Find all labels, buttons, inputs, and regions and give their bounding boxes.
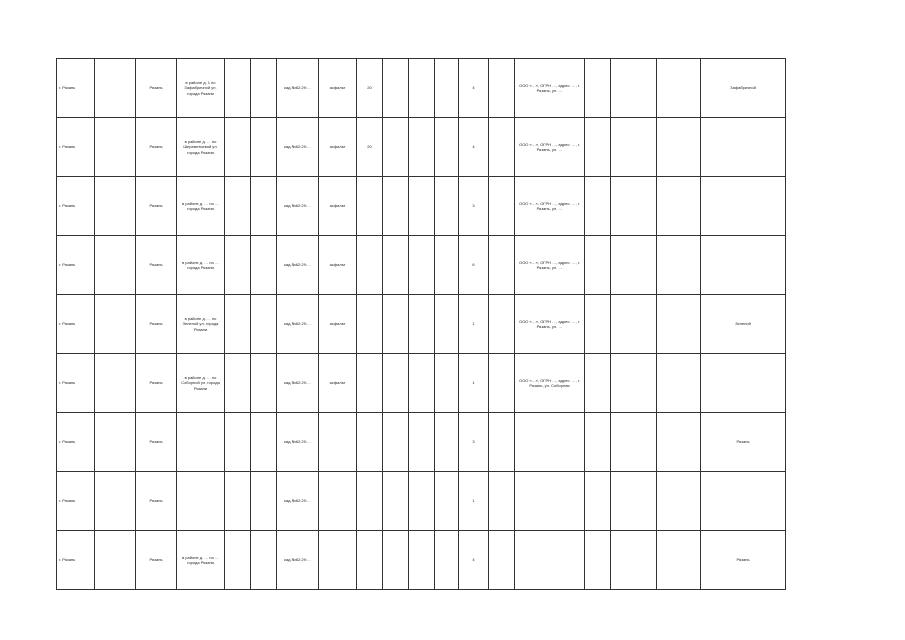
table-row — [57, 472, 786, 531]
table-cell-c4: в районе д. … по Зеленой ул. города Рязани — [177, 295, 225, 354]
table-cell-c12 — [435, 59, 459, 118]
table-cell-c16 — [585, 413, 611, 472]
table-cell-c5 — [225, 236, 251, 295]
table-cell-c8 — [319, 472, 357, 531]
table-cell-c11 — [409, 236, 435, 295]
table-cell-c2 — [95, 59, 136, 118]
table-cell-c9 — [357, 295, 383, 354]
table-cell-c6 — [251, 177, 277, 236]
table-cell-c8 — [319, 531, 357, 590]
table-cell-c13: 1 — [459, 295, 489, 354]
table-cell-c18 — [657, 413, 701, 472]
table-cell-c8: асфальт — [319, 295, 357, 354]
table-cell-c4: в районе д. … по Соборной ул. города Рязани — [177, 354, 225, 413]
table-cell-c4: в районе д. … по … города Рязани — [177, 531, 225, 590]
table-cell-c2 — [95, 531, 136, 590]
table-cell-c3: Рязань — [136, 413, 177, 472]
table-cell-c13: 3 — [459, 177, 489, 236]
table-cell-c13: 3 — [459, 413, 489, 472]
register-body — [57, 59, 786, 590]
table-cell-c4: в районе д. … по … города Рязани — [177, 177, 225, 236]
table-cell-c3: Рязань — [136, 118, 177, 177]
table-cell-c11 — [409, 118, 435, 177]
table-cell-c5 — [225, 472, 251, 531]
table-cell-c10 — [383, 472, 409, 531]
table-cell-c14 — [489, 177, 515, 236]
table-cell-c11 — [409, 413, 435, 472]
table-cell-c16 — [585, 236, 611, 295]
table-cell-c1: г. Рязань — [57, 531, 95, 590]
table-cell-c18 — [657, 118, 701, 177]
table-cell-c7: кад.№62:29:… — [277, 413, 319, 472]
table-cell-c6 — [251, 295, 277, 354]
table-cell-c13: 4 — [459, 118, 489, 177]
table-cell-c19 — [701, 118, 786, 177]
table-cell-c16 — [585, 354, 611, 413]
table-cell-c13: 6 — [459, 236, 489, 295]
table-cell-c10 — [383, 354, 409, 413]
table-row — [57, 413, 786, 472]
table-cell-c14 — [489, 413, 515, 472]
table-cell-c4: в районе д. … по Шереметьевой ул. города Рязани — [177, 118, 225, 177]
table-cell-c19: Зафабричной — [701, 59, 786, 118]
table-cell-c12 — [435, 531, 459, 590]
table-cell-c18 — [657, 354, 701, 413]
table-cell-c9 — [357, 177, 383, 236]
table-cell-c14 — [489, 531, 515, 590]
table-cell-c8: асфальт — [319, 177, 357, 236]
table-cell-c14 — [489, 59, 515, 118]
table-cell-c5 — [225, 413, 251, 472]
table-cell-c6 — [251, 531, 277, 590]
table-cell-c6 — [251, 118, 277, 177]
table-cell-c13: 4 — [459, 531, 489, 590]
table-cell-c9 — [357, 354, 383, 413]
register-table — [56, 58, 786, 590]
table-cell-c5 — [225, 118, 251, 177]
table-cell-c3: Рязань — [136, 354, 177, 413]
table-cell-c2 — [95, 472, 136, 531]
table-cell-c14 — [489, 295, 515, 354]
table-cell-c15: ООО «…», ОГРН …, адрес: …, г. Рязань, ул. … — [515, 236, 585, 295]
table-cell-c13: 1 — [459, 354, 489, 413]
table-cell-c14 — [489, 236, 515, 295]
table-row — [57, 177, 786, 236]
table-cell-c1: г. Рязань — [57, 354, 95, 413]
table-cell-c6 — [251, 354, 277, 413]
table-cell-c8: асфальт — [319, 118, 357, 177]
table-cell-c3: Рязань — [136, 531, 177, 590]
table-cell-c7: кад.№62:29:… — [277, 531, 319, 590]
table-cell-c10 — [383, 413, 409, 472]
table-cell-c8: асфальт — [319, 236, 357, 295]
table-cell-c15: ООО «…», ОГРН …, адрес: …, г. Рязань, ул. Соборная — [515, 354, 585, 413]
table-cell-c1: г. Рязань — [57, 295, 95, 354]
table-cell-c12 — [435, 118, 459, 177]
table-cell-c7: кад.№62:29:… — [277, 354, 319, 413]
table-cell-c8 — [319, 413, 357, 472]
table-cell-c17 — [611, 472, 657, 531]
table-cell-c14 — [489, 472, 515, 531]
table-cell-c17 — [611, 59, 657, 118]
table-cell-c19 — [701, 354, 786, 413]
table-cell-c3: Рязань — [136, 59, 177, 118]
table-cell-c8: асфальт — [319, 354, 357, 413]
table-cell-c12 — [435, 236, 459, 295]
table-cell-c15 — [515, 472, 585, 531]
table-cell-c17 — [611, 531, 657, 590]
table-cell-c15: ООО «…», ОГРН …, адрес: …, г. Рязань, ул. … — [515, 118, 585, 177]
table-cell-c7: кад.№62:29:… — [277, 59, 319, 118]
table-row — [57, 531, 786, 590]
table-row — [57, 295, 786, 354]
table-cell-c3: Рязань — [136, 177, 177, 236]
table-cell-c11 — [409, 531, 435, 590]
table-cell-c5 — [225, 177, 251, 236]
table-cell-c9: 20 — [357, 118, 383, 177]
table-cell-c19: Рязань — [701, 531, 786, 590]
table-cell-c16 — [585, 531, 611, 590]
table-cell-c5 — [225, 59, 251, 118]
table-cell-c10 — [383, 59, 409, 118]
table-cell-c4: в районе д. 1 по Зафабричной ул. города Рязани — [177, 59, 225, 118]
table-cell-c10 — [383, 531, 409, 590]
table-cell-c1: г. Рязань — [57, 236, 95, 295]
table-cell-c16 — [585, 118, 611, 177]
table-cell-c1: г. Рязань — [57, 413, 95, 472]
table-cell-c13: 1 — [459, 472, 489, 531]
table-cell-c9 — [357, 236, 383, 295]
table-cell-c6 — [251, 236, 277, 295]
table-cell-c3: Рязань — [136, 236, 177, 295]
table-cell-c19: Рязань — [701, 413, 786, 472]
table-cell-c18 — [657, 295, 701, 354]
table-cell-c15: ООО «…», ОГРН …, адрес: …, г. Рязань, ул. … — [515, 295, 585, 354]
table-cell-c4 — [177, 413, 225, 472]
table-cell-c3: Рязань — [136, 472, 177, 531]
table-cell-c11 — [409, 177, 435, 236]
table-cell-c2 — [95, 177, 136, 236]
table-cell-c10 — [383, 118, 409, 177]
table-cell-c6 — [251, 472, 277, 531]
table-cell-c9 — [357, 413, 383, 472]
table-cell-c15: ООО «…», ОГРН …, адрес: …, г. Рязань, ул. … — [515, 177, 585, 236]
table-cell-c19 — [701, 177, 786, 236]
table-cell-c1: г. Рязань — [57, 118, 95, 177]
table-row — [57, 354, 786, 413]
table-cell-c12 — [435, 354, 459, 413]
table-cell-c12 — [435, 177, 459, 236]
table-cell-c16 — [585, 472, 611, 531]
table-cell-c16 — [585, 177, 611, 236]
table-cell-c18 — [657, 236, 701, 295]
table-cell-c10 — [383, 295, 409, 354]
table-cell-c11 — [409, 472, 435, 531]
table-cell-c7: кад.№62:29:… — [277, 472, 319, 531]
table-cell-c16 — [585, 59, 611, 118]
table-cell-c7: кад.№62:29:… — [277, 236, 319, 295]
table-cell-c11 — [409, 59, 435, 118]
table-cell-c16 — [585, 295, 611, 354]
table-cell-c18 — [657, 59, 701, 118]
table-cell-c4 — [177, 472, 225, 531]
table-cell-c10 — [383, 236, 409, 295]
table-cell-c17 — [611, 413, 657, 472]
table-cell-c2 — [95, 413, 136, 472]
table-cell-c12 — [435, 472, 459, 531]
table-cell-c9 — [357, 531, 383, 590]
table-cell-c1: г. Рязань — [57, 59, 95, 118]
table-cell-c11 — [409, 354, 435, 413]
table-cell-c7: кад.№62:29:… — [277, 118, 319, 177]
table-cell-c15 — [515, 413, 585, 472]
table-cell-c8: асфальт — [319, 59, 357, 118]
table-cell-c2 — [95, 118, 136, 177]
table-cell-c1: г. Рязань — [57, 177, 95, 236]
table-cell-c10 — [383, 177, 409, 236]
table-cell-c14 — [489, 354, 515, 413]
table-row — [57, 118, 786, 177]
table-cell-c11 — [409, 295, 435, 354]
table-cell-c12 — [435, 295, 459, 354]
table-cell-c17 — [611, 295, 657, 354]
table-cell-c18 — [657, 531, 701, 590]
table-cell-c18 — [657, 177, 701, 236]
table-cell-c13: 4 — [459, 59, 489, 118]
table-cell-c12 — [435, 413, 459, 472]
table-cell-c19 — [701, 236, 786, 295]
table-cell-c19: Зеленой — [701, 295, 786, 354]
table-cell-c1: г. Рязань — [57, 472, 95, 531]
table-cell-c6 — [251, 59, 277, 118]
table-cell-c17 — [611, 354, 657, 413]
table-cell-c18 — [657, 472, 701, 531]
table-cell-c17 — [611, 177, 657, 236]
table-cell-c19 — [701, 472, 786, 531]
table-cell-c14 — [489, 118, 515, 177]
table-cell-c17 — [611, 236, 657, 295]
table-cell-c2 — [95, 236, 136, 295]
table-cell-c2 — [95, 295, 136, 354]
table-cell-c2 — [95, 354, 136, 413]
table-row — [57, 236, 786, 295]
table-cell-c5 — [225, 531, 251, 590]
table-cell-c15 — [515, 531, 585, 590]
table-row — [57, 59, 786, 118]
table-cell-c5 — [225, 295, 251, 354]
table-cell-c15: ООО «…», ОГРН …, адрес: …, г. Рязань, ул. … — [515, 59, 585, 118]
table-cell-c7: кад.№62:29:… — [277, 177, 319, 236]
table-cell-c17 — [611, 118, 657, 177]
table-cell-c9 — [357, 472, 383, 531]
table-cell-c7: кад.№62:29:… — [277, 295, 319, 354]
table-cell-c3: Рязань — [136, 295, 177, 354]
table-cell-c9: 20 — [357, 59, 383, 118]
table-cell-c6 — [251, 413, 277, 472]
table-cell-c5 — [225, 354, 251, 413]
table-cell-c4: в районе д. … по … города Рязани — [177, 236, 225, 295]
